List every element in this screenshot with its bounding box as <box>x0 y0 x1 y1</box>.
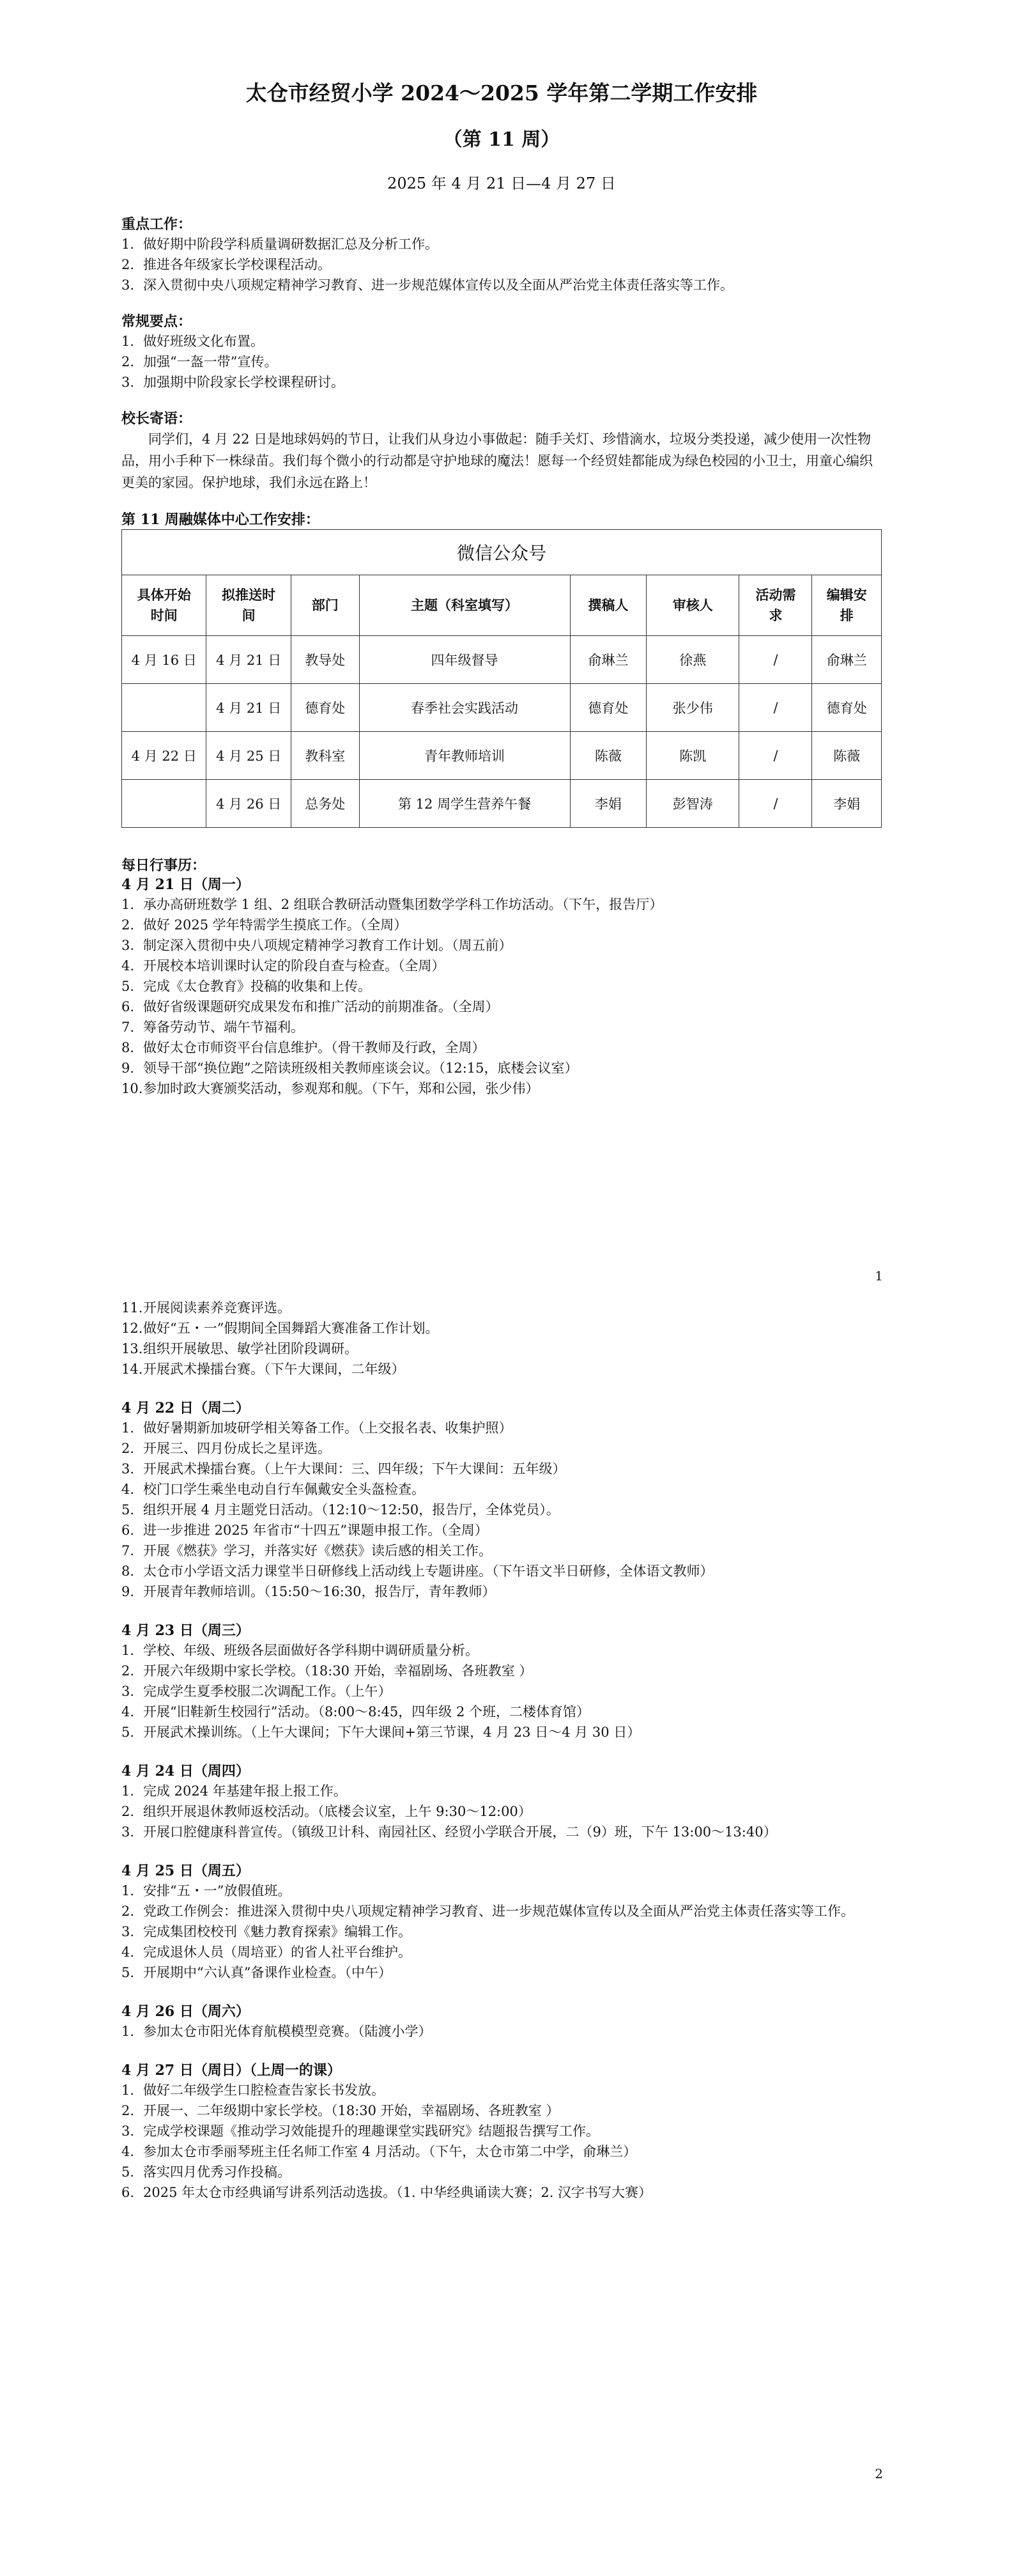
daily-days-continued <box>121 1399 882 2203</box>
principal-heading: 校长寄语： <box>121 410 192 427</box>
list-item <box>121 1338 882 1359</box>
list-item-text: 做好“五・一”假期间全国舞蹈大赛准备工作计划。 <box>143 1321 439 1336</box>
list-item-number: 13. <box>121 1341 143 1356</box>
list-item <box>121 997 882 1017</box>
list-item-number: 2. <box>121 1441 135 1456</box>
list-item <box>121 1781 882 1801</box>
list-item-number: 3. <box>121 1924 135 1939</box>
day-heading: 4 月 22 日（周二） <box>121 1400 250 1416</box>
list-item <box>121 2162 882 2182</box>
key-work-list <box>121 234 882 295</box>
list-item-text: 安排“五・一”放假值班。 <box>143 1883 291 1898</box>
list-item-number: 3. <box>121 1824 135 1840</box>
table-cell: 彭智涛 <box>647 780 739 828</box>
list-item <box>121 894 882 915</box>
list-item-text: 开展一、二年级期中家长学校。（18:30 开始，幸福剧场、各班教室 ） <box>143 2103 560 2118</box>
list-item <box>121 1702 882 1722</box>
routine-heading: 常规要点： <box>121 313 192 330</box>
list-item-number: 1. <box>121 1420 135 1436</box>
list-item-text: 完成学校课题《推动学习效能提升的理趣课堂实践研究》结题报告撰写工作。 <box>143 2123 599 2139</box>
media-column-header: 撰稿人 <box>570 575 647 636</box>
table-cell: 德育处 <box>291 684 359 732</box>
list-item-number: 11. <box>121 1300 143 1315</box>
list-item <box>121 1418 882 1438</box>
daily-days <box>121 875 882 1099</box>
list-item-number: 1. <box>121 2083 135 2098</box>
day-heading: 4 月 21 日（周一） <box>121 876 250 893</box>
date-range: 2025 年 4 月 21 日—4 月 27 日 <box>387 175 616 192</box>
list-item-number: 1. <box>121 897 135 912</box>
list-item-number: 3. <box>121 1684 135 1699</box>
list-item <box>121 1581 882 1602</box>
list-item-text: 参加时政大赛颁奖活动，参观郑和舰。（下午，郑和公园，张少伟） <box>143 1081 539 1096</box>
principal-section <box>121 409 882 493</box>
table-cell: 4 月 25 日 <box>206 732 291 780</box>
table-cell: 青年教师培训 <box>359 732 570 780</box>
list-item-text: 组织开展退休教师返校活动。（底楼会议室，上午 9:30～12:00） <box>143 1804 532 1819</box>
list-item <box>121 1017 882 1037</box>
daily-section <box>121 856 882 1099</box>
table-cell: 张少伟 <box>647 684 739 732</box>
list-item-text: 开展口腔健康科普宣传。（镇级卫计科、南园社区、经贸小学联合开展，二（9）班，下午 13:00～13:40） <box>143 1824 777 1840</box>
list-item-text: 做好 2025 学年特需学生摸底工作。（全周） <box>143 917 408 933</box>
list-item-number: 12. <box>121 1321 143 1336</box>
list-item-number: 9. <box>121 1060 135 1076</box>
table-cell: 4 月 22 日 <box>122 732 206 780</box>
list-item-number: 4. <box>121 958 135 974</box>
media-table <box>121 529 882 828</box>
list-item-text: 党政工作例会：推进深入贯彻中央八项规定精神学习教育、进一步规范媒体宣传以及全面从严治党主体责任落实等工作。 <box>143 1904 854 1919</box>
table-cell: 德育处 <box>812 684 882 732</box>
page-2 <box>0 1291 1014 2576</box>
list-item-text: 组织开展敏思、敏学社团阶段调研。 <box>143 1341 358 1356</box>
media-column-header: 部门 <box>291 575 359 636</box>
list-item <box>121 331 882 352</box>
table-cell: / <box>739 732 812 780</box>
table-cell: 四年级督导 <box>359 636 570 684</box>
day-block <box>121 1399 882 1602</box>
day-block <box>121 875 882 1099</box>
list-item-text: 开展“旧鞋新生校园行”活动。（8:00～8:45，四年级 2 个班，二楼体育馆） <box>143 1704 590 1719</box>
day-items <box>121 1640 882 1742</box>
media-column-header: 活动需求 <box>739 575 812 636</box>
page-2-content <box>121 1298 882 2203</box>
day-items <box>121 1881 882 1983</box>
list-item <box>121 2141 882 2162</box>
list-item-number: 5. <box>121 2164 135 2180</box>
day-heading: 4 月 26 日（周六） <box>121 2003 250 2020</box>
list-item-number: 2. <box>121 917 135 933</box>
media-column-header: 拟推送时间 <box>206 575 291 636</box>
list-item-text: 组织开展 4 月主题党日活动。（12:10～12:50，报告厅，全体党员）。 <box>143 1502 560 1517</box>
list-item-text: 太仓市小学语文活力课堂半日研修线上活动线上专题讲座。（下午语文半日研修，全体语文教师） <box>143 1563 714 1579</box>
list-item-text: 做好班级文化布置。 <box>143 334 264 349</box>
list-item <box>121 234 882 254</box>
list-item-text: 开展三、四月份成长之星评选。 <box>143 1441 331 1456</box>
table-row <box>122 780 882 828</box>
page-number: 2 <box>875 2466 883 2481</box>
list-item <box>121 1962 882 1983</box>
media-table-title: 微信公众号 <box>122 530 882 575</box>
list-item-number: 1. <box>121 1643 135 1658</box>
table-cell: 4 月 16 日 <box>122 636 206 684</box>
page-number: 1 <box>875 1268 883 1284</box>
list-item-number: 3. <box>121 375 135 390</box>
table-cell: 德育处 <box>570 684 647 732</box>
list-item <box>121 2080 882 2100</box>
list-item <box>121 2100 882 2121</box>
list-item-number: 4. <box>121 1482 135 1497</box>
routine-section <box>121 312 882 392</box>
list-item-number: 7. <box>121 1543 135 1558</box>
table-cell <box>122 780 206 828</box>
list-item <box>121 1801 882 1822</box>
list-item-number: 14. <box>121 1362 143 1377</box>
list-item-text: 做好期中阶段学科质量调研数据汇总及分析工作。 <box>143 237 438 252</box>
day-block <box>121 1861 882 1983</box>
list-item-number: 10. <box>121 1081 143 1096</box>
list-item <box>121 1318 882 1338</box>
principal-message: 同学们，4 月 22 日是地球妈妈的节日，让我们从身边小事做起：随手关灯、珍惜滴水，垃圾分类投递，减少使用一次性物品，用小手种下一株绿苗。我们每个微小的行动都是守护地球的魔法！愿每一个经贸娃都能成为绿色校园的小卫士，用童心编织更美的家园。保护地球，我们永远在路上！ <box>121 431 873 490</box>
list-item <box>121 372 882 392</box>
list-item-number: 1. <box>121 1883 135 1898</box>
list-item <box>121 1520 882 1540</box>
list-item <box>121 1500 882 1520</box>
list-item <box>121 1438 882 1459</box>
table-cell: 教科室 <box>291 732 359 780</box>
list-item <box>121 915 882 935</box>
table-cell: 俞琳兰 <box>570 636 647 684</box>
list-item-text: 深入贯彻中央八项规定精神学习教育、进一步规范媒体宣传以及全面从严治党主体责任落实等工作。 <box>143 277 734 293</box>
table-cell: 总务处 <box>291 780 359 828</box>
list-item-text: 2025 年太仓市经典诵写讲系列活动选拔。（1. 中华经典诵读大赛；2. 汉字书写大赛） <box>143 2185 652 2200</box>
media-column-header: 具体开始时间 <box>122 575 206 636</box>
day-items <box>121 1781 882 1842</box>
day-block <box>121 1621 882 1742</box>
list-item-text: 完成退休人员（周培亚）的省人社平台维护。 <box>143 1944 411 1960</box>
list-item <box>121 1942 882 1962</box>
table-cell: / <box>739 780 812 828</box>
list-item-text: 开展武术操训练。（上午大课间；下午大课间+第三节课，4 月 23 日～4 月 30 日） <box>143 1725 641 1740</box>
list-item-number: 1. <box>121 1783 135 1799</box>
media-column-header: 审核人 <box>647 575 739 636</box>
table-cell: 4 月 21 日 <box>206 684 291 732</box>
list-item-text: 学校、年级、班级各层面做好各学科期中调研质量分析。 <box>143 1643 479 1658</box>
table-cell: 李娟 <box>812 780 882 828</box>
list-item-number: 1. <box>121 237 135 252</box>
list-item-text: 完成《太仓教育》投稿的收集和上传。 <box>143 979 371 994</box>
table-cell: 教导处 <box>291 636 359 684</box>
list-item-text: 做好省级课题研究成果发布和推广活动的前期准备。（全周） <box>143 999 499 1014</box>
list-item-number: 1. <box>121 334 135 349</box>
list-item <box>121 1561 882 1581</box>
list-item-number: 8. <box>121 1563 135 1579</box>
list-item-number: 4. <box>121 2144 135 2159</box>
list-item <box>121 1078 882 1099</box>
list-item-text: 进一步推进 2025 年省市“十四五”课题申报工作。（全周） <box>143 1523 488 1538</box>
list-item-text: 开展《燃获》学习，并落实好《燃获》读后感的相关工作。 <box>143 1543 492 1558</box>
list-item-text: 落实四月优秀习作投稿。 <box>143 2164 291 2180</box>
list-item-text: 参加太仓市季丽琴班主任名师工作室 4 月活动。（下午，太仓市第二中学，俞琳兰） <box>143 2144 637 2159</box>
list-item <box>121 1822 882 1842</box>
table-cell: 4 月 26 日 <box>206 780 291 828</box>
list-item <box>121 2182 882 2203</box>
media-column-header: 主题（科室填写） <box>359 575 570 636</box>
list-item-number: 4. <box>121 1944 135 1960</box>
list-item-text: 加强“一盔一带”宣传。 <box>143 354 278 369</box>
key-work-section <box>121 215 882 295</box>
list-item-text: 加强期中阶段家长学校课程研讨。 <box>143 375 344 390</box>
list-item-number: 1. <box>121 2024 135 2039</box>
table-row <box>122 732 882 780</box>
list-item-number: 2. <box>121 257 135 272</box>
list-item <box>121 1540 882 1561</box>
media-heading: 第 11 周融媒体中心工作安排： <box>121 511 319 528</box>
list-item <box>121 976 882 997</box>
list-item-text: 开展阅读素养竞赛评选。 <box>143 1300 291 1315</box>
list-item <box>121 1921 882 1942</box>
table-cell: 陈凯 <box>647 732 739 780</box>
list-item-number: 2. <box>121 354 135 369</box>
list-item <box>121 1058 882 1078</box>
page-1-content <box>121 77 882 1099</box>
table-cell: 陈薇 <box>570 732 647 780</box>
routine-list <box>121 331 882 392</box>
list-item-number: 6. <box>121 2185 135 2200</box>
day-heading: 4 月 23 日（周三） <box>121 1622 250 1639</box>
list-item-text: 完成学生夏季校服二次调配工作。（上午） <box>143 1684 392 1699</box>
list-item-text: 参加太仓市阳光体育航模模型竞赛。（陆渡小学） <box>143 2024 432 2039</box>
day-heading: 4 月 24 日（周四） <box>121 1763 250 1780</box>
day-heading: 4 月 25 日（周五） <box>121 1863 250 1879</box>
list-item-number: 5. <box>121 1965 135 1980</box>
list-item-number: 6. <box>121 1523 135 1538</box>
table-cell: 俞琳兰 <box>812 636 882 684</box>
list-item-text: 筹备劳动节、端午节福利。 <box>143 1020 304 1035</box>
list-item-text: 开展期中“六认真”备课作业检查。（中午） <box>143 1965 392 1980</box>
list-item-text: 做好太仓市师资平台信息维护。（骨干教师及行政，全周） <box>143 1040 486 1055</box>
table-cell: 春季社会实践活动 <box>359 684 570 732</box>
table-row <box>122 684 882 732</box>
media-section <box>121 510 882 828</box>
list-item-number: 2. <box>121 1804 135 1819</box>
list-item-number: 3. <box>121 938 135 953</box>
day-items <box>121 2021 882 2042</box>
list-item <box>121 956 882 976</box>
day-items <box>121 2080 882 2203</box>
table-cell: / <box>739 636 812 684</box>
list-item-number: 7. <box>121 1020 135 1035</box>
list-item-text: 校门口学生乘坐电动自行车佩戴安全头盔检查。 <box>143 1482 425 1497</box>
table-cell: / <box>739 684 812 732</box>
day-heading: 4 月 27 日（周日）（上周一的课） <box>121 2062 341 2079</box>
list-item-number: 4. <box>121 1704 135 1719</box>
list-item <box>121 254 882 275</box>
table-cell <box>122 684 206 732</box>
table-cell: 4 月 21 日 <box>206 636 291 684</box>
day-items <box>121 1418 882 1602</box>
list-item <box>121 2021 882 2042</box>
list-item <box>121 2121 882 2141</box>
list-item-text: 领导干部“换位跑”之陪读班级相关教师座谈会议。（12:15，底楼会议室） <box>143 1060 578 1076</box>
list-item <box>121 1881 882 1901</box>
page-title: 太仓市经贸小学 2024～2025 学年第二学期工作安排 <box>245 81 758 105</box>
list-item-text: 做好二年级学生口腔检查告家长书发放。 <box>143 2083 385 2098</box>
list-item-number: 5. <box>121 1502 135 1517</box>
list-item-number: 3. <box>121 277 135 293</box>
day-block <box>121 1762 882 1842</box>
list-item-number: 2. <box>121 1904 135 1919</box>
table-cell: 李娟 <box>570 780 647 828</box>
day-items <box>121 894 882 1099</box>
list-item-number: 3. <box>121 1461 135 1477</box>
list-item-text: 做好暑期新加坡研学相关筹备工作。（上交报名表、收集护照） <box>143 1420 512 1436</box>
list-item <box>121 1359 882 1379</box>
media-table-header <box>122 575 882 636</box>
list-item <box>121 935 882 956</box>
table-cell: 第 12 周学生营养午餐 <box>359 780 570 828</box>
list-item-text: 完成集团校校刊《魅力教育探索》编辑工作。 <box>143 1924 411 1939</box>
list-item <box>121 275 882 295</box>
list-item-number: 3. <box>121 2123 135 2139</box>
list-item-text: 开展武术操擂台赛。（上午大课间：三、四年级；下午大课间：五年级） <box>143 1461 566 1477</box>
list-item <box>121 1479 882 1500</box>
list-item <box>121 352 882 372</box>
list-item <box>121 1722 882 1742</box>
day-block <box>121 2002 882 2042</box>
list-item-text: 制定深入贯彻中央八项规定精神学习教育工作计划。（周五前） <box>143 938 512 953</box>
list-item-text: 完成 2024 年基建年报上报工作。 <box>143 1783 347 1799</box>
list-item-text: 开展青年教师培训。（15:50～16:30，报告厅，青年教师） <box>143 1584 496 1599</box>
list-item-number: 2. <box>121 2103 135 2118</box>
media-table-body <box>122 636 882 828</box>
day-block <box>121 2061 882 2203</box>
list-item-number: 5. <box>121 979 135 994</box>
page-subtitle: （第 11 周） <box>443 128 560 151</box>
list-item-text: 开展武术操擂台赛。（下午大课间，二年级） <box>143 1362 405 1377</box>
list-item-number: 6. <box>121 999 135 1014</box>
list-item <box>121 1901 882 1921</box>
list-item <box>121 1640 882 1661</box>
list-item-number: 2. <box>121 1663 135 1679</box>
list-item-text: 推进各年级家长学校课程活动。 <box>143 257 331 272</box>
list-item-number: 8. <box>121 1040 135 1055</box>
list-item-number: 5. <box>121 1725 135 1740</box>
table-row <box>122 636 882 684</box>
monday-continued-list <box>121 1298 882 1379</box>
daily-heading: 每日行事历： <box>121 857 206 874</box>
list-item-number: 9. <box>121 1584 135 1599</box>
list-item <box>121 1681 882 1702</box>
list-item-text: 开展六年级期中家长学校。（18:30 开始，幸福剧场、各班教室 ） <box>143 1663 533 1679</box>
key-work-heading: 重点工作： <box>121 216 192 233</box>
list-item-text: 承办高研班数学 1 组、2 组联合教研活动暨集团数学学科工作坊活动。（下午，报告厅） <box>143 897 663 912</box>
list-item <box>121 1298 882 1318</box>
media-column-header: 编辑安排 <box>812 575 882 636</box>
list-item <box>121 1459 882 1479</box>
table-cell: 徐燕 <box>647 636 739 684</box>
list-item-text: 开展校本培训课时认定的阶段自查与检查。（全周） <box>143 958 445 974</box>
list-item <box>121 1037 882 1058</box>
list-item <box>121 1661 882 1681</box>
table-cell: 陈薇 <box>812 732 882 780</box>
